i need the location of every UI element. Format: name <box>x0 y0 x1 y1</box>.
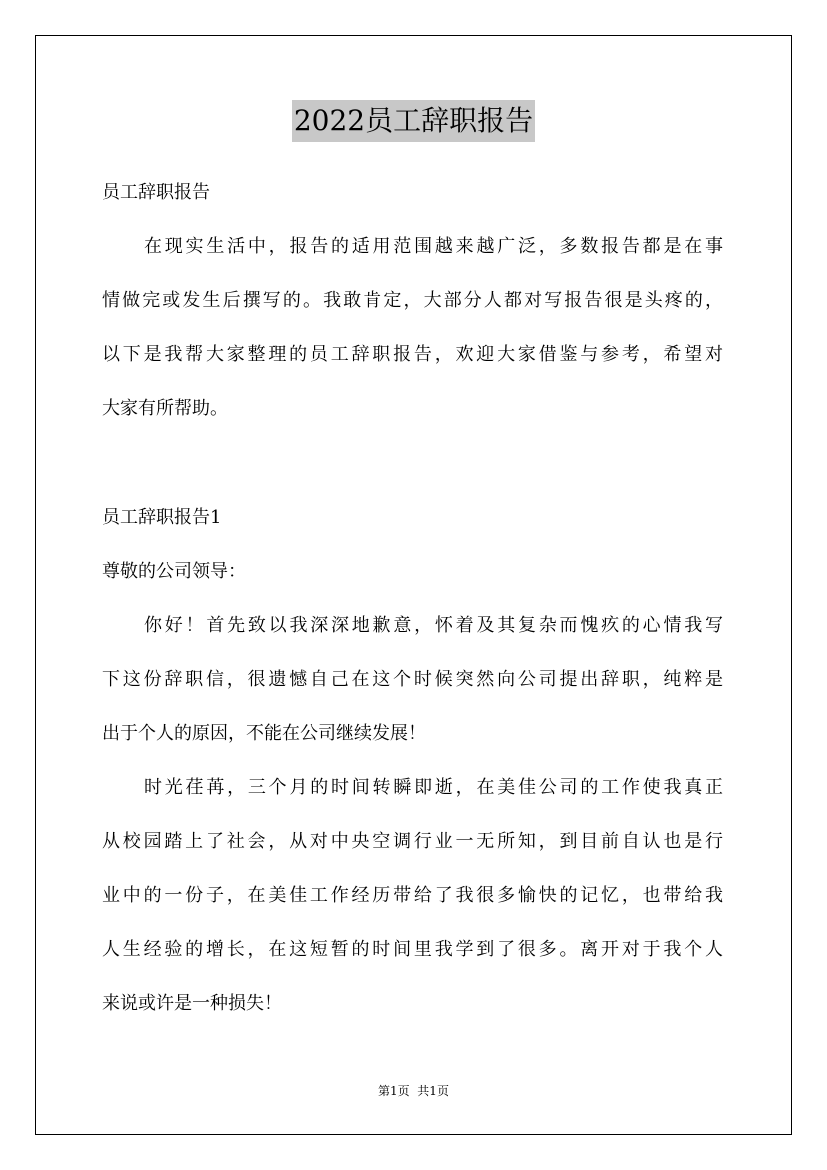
paragraph-line: 从校园踏上了社会，从对中央空调行业一无所知，到目前自认也是行 <box>102 831 723 852</box>
paragraph-line: 出于个人的原因，不能在公司继续发展！ <box>102 723 426 744</box>
document-title: 2022员工辞职报告 <box>292 100 535 142</box>
paragraph-line: 以下是我帮大家整理的员工辞职报告，欢迎大家借鉴与参考，希望对 <box>102 344 723 365</box>
section-heading: 员工辞职报告 <box>102 182 210 203</box>
paragraph-line: 下这份辞职信，很遗憾自己在这个时候突然向公司提出辞职，纯粹是 <box>102 669 723 690</box>
paragraph-line: 人生经验的增长，在这短暂的时间里我学到了很多。离开对于我个人 <box>102 939 723 960</box>
paragraph-line: 在现实生活中，报告的适用范围越来越广泛，多数报告都是在事 <box>144 236 723 257</box>
salutation: 尊敬的公司领导： <box>102 561 246 582</box>
paragraph-line: 情做完或发生后撰写的。我敢肯定，大部分人都对写报告很是头疼的， <box>102 290 723 311</box>
title-container <box>0 100 827 142</box>
paragraph-line: 业中的一份子，在美佳工作经历带给了我很多愉快的记忆，也带给我 <box>102 885 723 906</box>
paragraph-line: 来说或许是一种损失！ <box>102 993 282 1014</box>
paragraph-line: 你好！首先致以我深深地歉意，怀着及其复杂而愧疚的心情我写 <box>144 615 723 636</box>
paragraph-line: 时光荏苒，三个月的时间转瞬即逝，在美佳公司的工作使我真正 <box>144 777 723 798</box>
section-heading: 员工辞职报告1 <box>102 507 222 528</box>
paragraph-line: 大家有所帮助。 <box>102 398 228 419</box>
page-footer: 第1页 共1页 <box>378 1084 449 1098</box>
